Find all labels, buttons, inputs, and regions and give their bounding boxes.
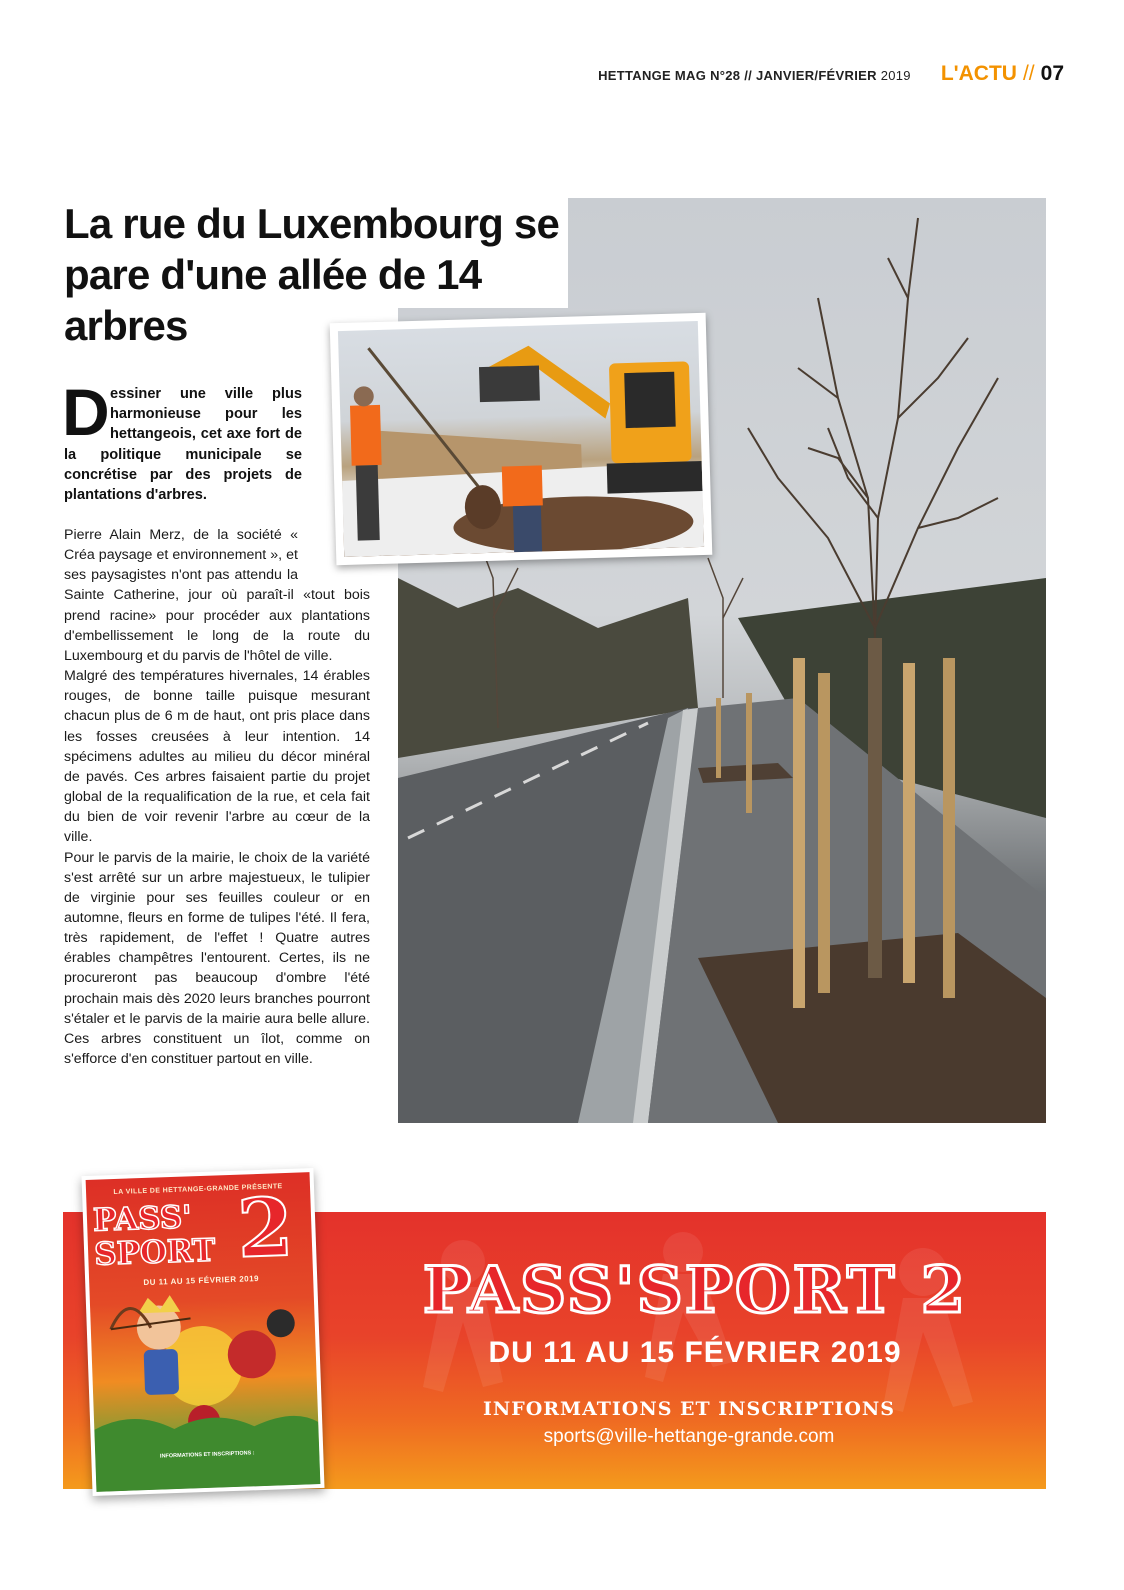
article-paragraph: Pour le parvis de la mairie, le choix de la variété s'est arrêté sur un arbre majestueux, le tulipier de virginie pour ses feuilles couleur or en automne, fleurs en forme de tulipes l'été. Il fera, très rapidement, de l'effet ! Quatre autres érables champêtres l'entourent. Certes, ils ne procureront pas beaucoup d'ombre l'été prochain mais dès 2020 leurs branches pourront s'étaler et le parvis de la mairie aura belle allure. Ces arbres constituent un îlot, comme on s'efforce d'en constituer partout en ville. bbox=[64, 849, 370, 1068]
banner-title: PASS'SPORT 2 bbox=[422, 1253, 968, 1328]
article-paragraph: Pierre Alain Merz, de la société « Créa paysage et environnement », et ses paysagistes n'ont pas attendu la Sainte Catherine, jour où paraît-il «tout bois prend racine» pour procéder aux plantations d'embellissement le long de la route du Luxembourg et du parvis de l'hôtel de ville. bbox=[64, 527, 370, 664]
page-number: 07 bbox=[1040, 62, 1064, 85]
article-title: La rue du Luxembourg se pare d'une allée de 14 arbres bbox=[64, 200, 560, 349]
flyer-number: 2 bbox=[235, 1179, 295, 1276]
banner-dates: DU 11 AU 15 FÉVRIER 2019 bbox=[488, 1336, 902, 1369]
flyer-top-line: LA VILLE DE HETTANGE-GRANDE PRÉSENTE bbox=[113, 1183, 283, 1197]
drop-cap: D bbox=[62, 375, 110, 449]
flyer-title: PASS' SPORT bbox=[92, 1199, 216, 1273]
planting-photo-illustration bbox=[338, 321, 704, 557]
banner-email-link[interactable]: sports@ville-hettange-grande.com bbox=[543, 1426, 835, 1447]
flyer-info: INFORMATIONS ET INSCRIPTIONS : bbox=[159, 1450, 255, 1460]
flyer-cartoon-illustration bbox=[86, 1172, 321, 1492]
inset-photo-planting-works bbox=[330, 313, 713, 565]
article-lead-text: essiner une ville plus harmonieuse pour les hettangeois, cet axe fort de la politique municipale se concrétise par des projets de plantations d'arbres. bbox=[64, 386, 302, 504]
magazine-issue: HETTANGE MAG N°28 // JANVIER/FÉVRIER 2019 bbox=[598, 68, 911, 83]
banner-info-label: INFORMATIONS ET INSCRIPTIONS bbox=[482, 1398, 896, 1420]
header-separator: // bbox=[1022, 62, 1035, 85]
section-name: L'ACTU bbox=[940, 62, 1017, 85]
page-header bbox=[598, 62, 1064, 88]
pass-sport-flyer bbox=[81, 1168, 324, 1496]
article-paragraph: Malgré des températures hivernales, 14 érables rouges, de bonne taille puisque mesurant chacun plus de 6 m de haut, ont pris place dans les fosses creusées à leur intention. 14 spécimens adultes au milieu du décor minéral de pavés. Ces arbres faisaient partie du projet global de la requalification de la rue, et cela fait du bien de voir revenir l'arbre au cœur de la ville. bbox=[64, 668, 370, 846]
flyer-dates: DU 11 AU 15 FÉVRIER 2019 bbox=[143, 1274, 260, 1288]
article-body bbox=[64, 525, 370, 1069]
issue-year: 2019 bbox=[880, 68, 911, 83]
article-lead bbox=[64, 384, 302, 505]
